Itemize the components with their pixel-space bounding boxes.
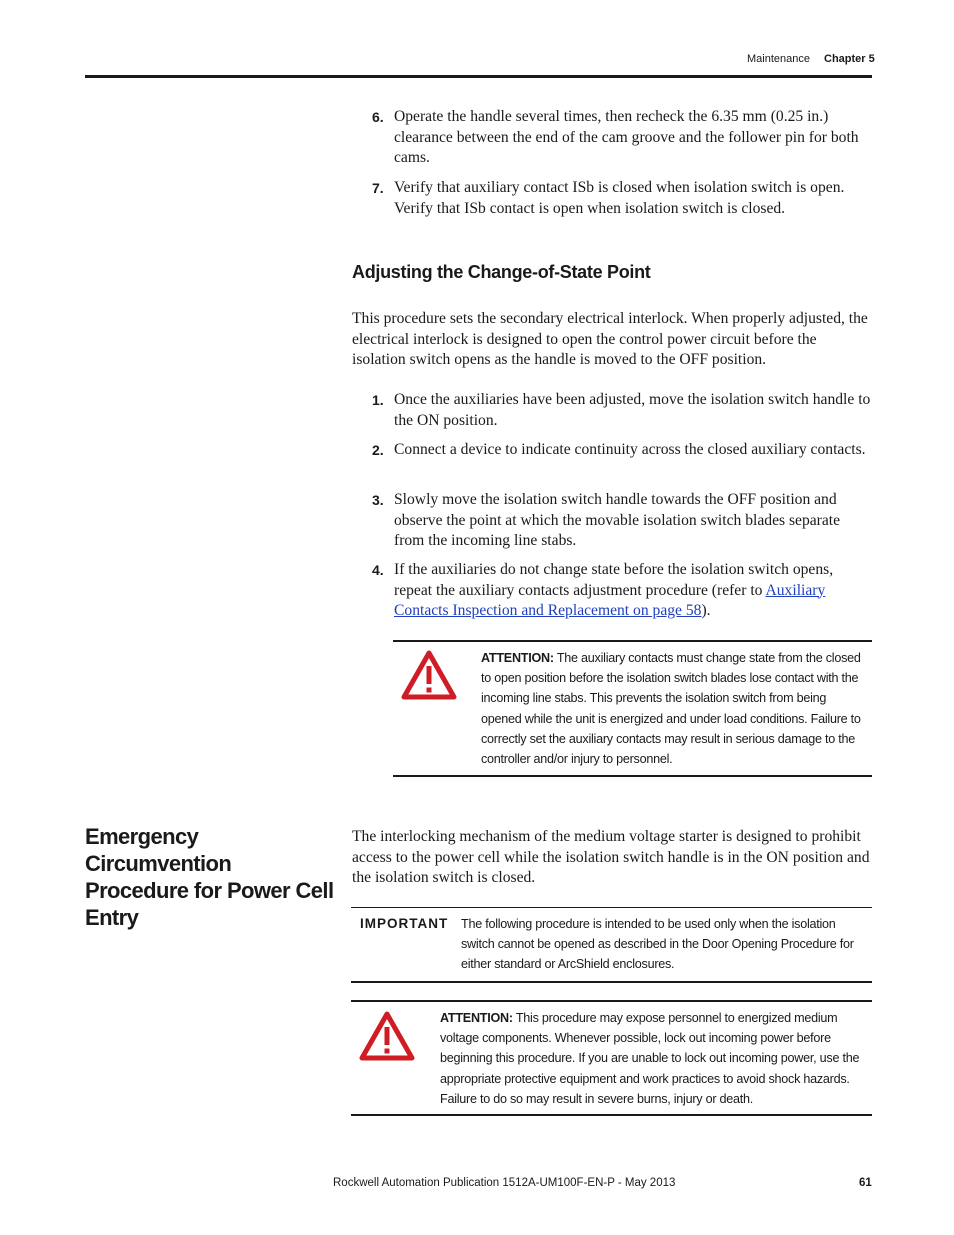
callout-bottom-rule [351, 1114, 872, 1116]
step-text: Operate the handle several times, then recheck the 6.35 mm (0.25 in.) clearance between the end of the cam groove and the follower pin for both cams. [394, 108, 859, 166]
important-top-rule [351, 907, 872, 908]
section-heading: Emergency Circumvention Procedure for Power Cell Entry [85, 824, 334, 930]
step-number: 6. [372, 109, 384, 125]
step-text-before: If the auxiliaries do not change state before the isolation switch opens, repeat the auxiliary contacts adjustment procedure (refer to [394, 561, 834, 599]
callout-bottom-rule [393, 775, 872, 777]
step-number: 2. [372, 442, 384, 458]
important-label: IMPORTANT [360, 916, 449, 931]
attention-callout [440, 1008, 860, 1109]
attention-label: ATTENTION: [440, 1011, 513, 1025]
warning-triangle-icon [401, 650, 457, 705]
step-text: Verify that auxiliary contact ISb is closed when isolation switch is open. Verify that ISb contact is open when isolation switch is closed. [394, 179, 845, 217]
warning-triangle-icon [359, 1011, 415, 1066]
step-text: Once the auxiliaries have been adjusted, move the isolation switch handle to the ON position. [394, 391, 871, 429]
step-text [394, 560, 872, 622]
list-item [372, 440, 872, 461]
list-item [372, 178, 872, 219]
list-item [372, 107, 872, 169]
running-header-chapter: Chapter 5 [824, 53, 875, 65]
attention-label: ATTENTION: [481, 651, 554, 665]
step-text-after: ). [701, 602, 711, 619]
step-number: 7. [372, 180, 384, 196]
subsection-heading: Adjusting the Change-of-State Point [352, 262, 651, 282]
callout-top-rule [393, 640, 872, 642]
important-bottom-rule [351, 981, 872, 983]
list-item [372, 560, 872, 622]
attention-callout [481, 648, 861, 769]
header-rule [85, 75, 872, 78]
step-number: 1. [372, 392, 384, 408]
step-number: 3. [372, 492, 384, 508]
list-item [372, 490, 872, 552]
page-number: 61 [859, 1177, 872, 1189]
step-number: 4. [372, 562, 384, 578]
attention-text: The auxiliary contacts must change state from the closed to open position before the isolation switch blades lose contact with the incoming line stabs. This prevents the isolation switch from being opened while the unit is energized and under load conditions. Failure to correctly set the auxiliary contacts may result in serious damage to the controller and/or injury to personnel. [481, 651, 861, 767]
footer-publication: Rockwell Automation Publication 1512A-UM100F-EN-P - May 2013 [333, 1177, 676, 1189]
subsection-intro: This procedure sets the secondary electrical interlock. When properly adjusted, the electrical interlock is designed to open the control power circuit before the isolation switch opens as the handle is moved to the OFF position. [352, 310, 868, 368]
section-intro: The interlocking mechanism of the medium voltage starter is designed to prohibit access to the power cell while the isolation switch handle is in the ON position and the isolation switch is closed. [352, 828, 870, 886]
step-text: Connect a device to indicate continuity across the closed auxiliary contacts. [394, 441, 866, 458]
list-item [372, 390, 872, 431]
important-text: The following procedure is intended to be used only when the isolation switch cannot be opened as described in the Door Opening Procedure for either standard or ArcShield enclosures. [461, 917, 854, 972]
callout-top-rule [351, 1000, 872, 1002]
running-header-section: Maintenance [747, 53, 810, 65]
attention-text: This procedure may expose personnel to energized medium voltage components. Whenever possible, lock out incoming power before beginning this procedure. If you are unable to lock out incoming power, use the appropriate protective equipment and work practices to avoid shock hazards. Failure to do so may result in severe burns, injury or death. [440, 1011, 860, 1106]
step-text: Slowly move the isolation switch handle towards the OFF position and observe the point at which the movable isolation switch blades separate from the incoming line stabs. [394, 491, 841, 549]
cross-reference-link[interactable]: Auxiliary Contacts Inspection and Replacement on page 58 [394, 581, 826, 619]
